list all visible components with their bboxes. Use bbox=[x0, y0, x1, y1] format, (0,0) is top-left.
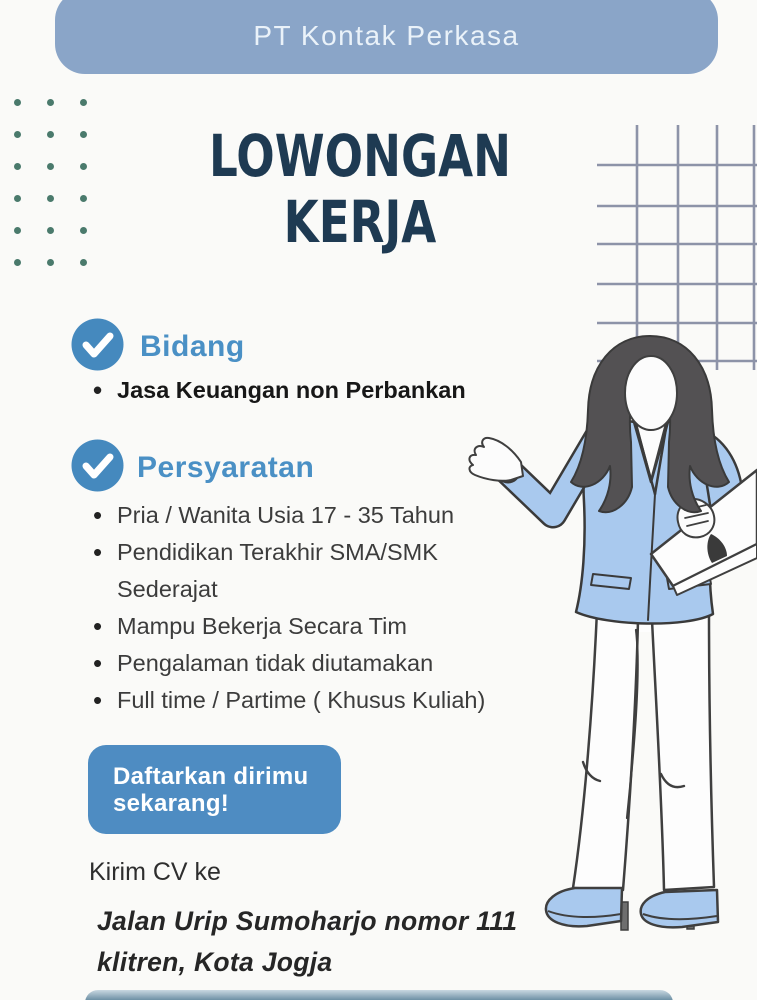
list-item: • Pendidikan Terakhir SMA/SMK Sederajat bbox=[93, 534, 493, 608]
list-item: • Full time / Partime ( Khusus Kuliah) bbox=[93, 682, 493, 719]
list-item: • Pengalaman tidak diutamakan bbox=[93, 645, 493, 682]
footer-bar-decoration bbox=[85, 990, 673, 1000]
section-heading-bidang: Bidang bbox=[140, 330, 245, 363]
requirements-list bbox=[93, 497, 493, 719]
address-line-2: klitren, Kota Jogja bbox=[97, 947, 333, 977]
face bbox=[625, 356, 677, 430]
dots-decoration bbox=[14, 99, 87, 266]
field-list bbox=[93, 372, 466, 409]
section-heading-persyaratan: Persyaratan bbox=[137, 451, 315, 484]
company-name: PT Kontak Perkasa bbox=[253, 20, 520, 51]
list-item: • Pria / Wanita Usia 17 - 35 Tahun bbox=[93, 497, 493, 534]
list-item: • Jasa Keuangan non Perbankan bbox=[93, 372, 466, 409]
check-icon bbox=[71, 439, 124, 492]
company-banner bbox=[55, 0, 718, 74]
check-icon bbox=[71, 318, 124, 371]
cv-intro-text: Kirim CV ke bbox=[89, 858, 221, 886]
cta-line-1: Daftarkan dirimu bbox=[113, 762, 309, 790]
list-item: • Mampu Bekerja Secara Tim bbox=[93, 608, 493, 645]
page-title bbox=[95, 123, 625, 255]
businesswoman-illustration bbox=[437, 330, 757, 940]
address-line-1: Jalan Urip Sumoharjo nomor 111 bbox=[97, 906, 518, 936]
title-line-1: LOWONGAN bbox=[209, 122, 511, 190]
title-line-2: KERJA bbox=[283, 188, 437, 256]
shoes bbox=[546, 888, 718, 930]
pants bbox=[573, 608, 714, 890]
cta-line-2: sekarang! bbox=[113, 789, 230, 817]
register-now-button[interactable] bbox=[88, 745, 341, 834]
